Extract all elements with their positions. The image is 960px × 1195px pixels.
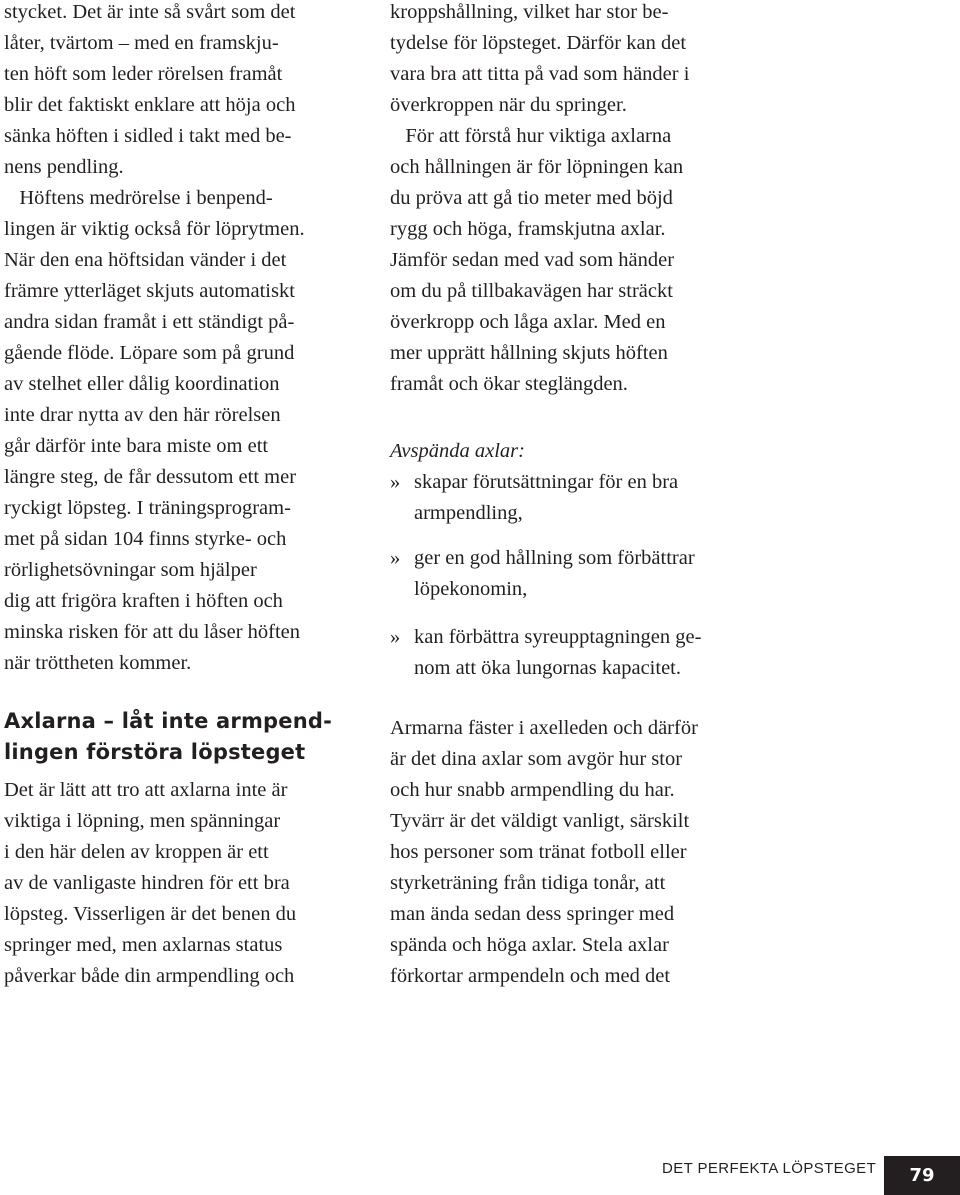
- text-line: met på sidan 104 finns styrke- och: [4, 528, 287, 550]
- text-line: Tyvärr är det väldigt vanligt, särskilt: [390, 810, 690, 832]
- text-line: vara bra att titta på vad som händer i: [390, 63, 690, 85]
- text-line: gående flöde. Löpare som på grund: [4, 342, 295, 364]
- text-line: går därför inte bara miste om ett: [4, 435, 269, 457]
- list-title: Avspända axlar:: [390, 440, 525, 462]
- text-line: främre ytterläget skjuts automatiskt: [4, 280, 295, 302]
- text-line: blir det faktiskt enklare att höja och: [4, 94, 296, 116]
- text-line: Armarna fäster i axelleden och därför: [390, 717, 698, 739]
- text-line: stycket. Det är inte så svårt som det: [4, 1, 296, 23]
- bullet-marker: »: [390, 626, 401, 648]
- text-line: Det är lätt att tro att axlarna inte är: [4, 779, 288, 801]
- text-line: framåt och ökar steglängden.: [390, 373, 628, 395]
- section-paragraph-left: [4, 775, 296, 992]
- text-line: Jämför sedan med vad som händer: [390, 249, 675, 271]
- text-line: När den ena höftsidan vänder i det: [4, 249, 287, 271]
- text-line: förkortar armpendeln och med det: [390, 965, 671, 987]
- text-line: låter, tvärtom – med en framskju-: [4, 32, 279, 54]
- text-line: skapar förutsättningar för en bra: [414, 471, 679, 493]
- text-line: springer med, men axlarnas status: [4, 934, 283, 956]
- text-line: mer upprätt hållning skjuts höften: [390, 342, 668, 364]
- text-line: löpekonomin,: [414, 578, 528, 600]
- list-item: [390, 467, 776, 529]
- text-line: längre steg, de får dessutom ett mer: [4, 466, 297, 488]
- bullet-marker: »: [390, 471, 401, 493]
- running-title: DET PERFEKTA LÖPSTEGET: [662, 1160, 877, 1177]
- text-line: av stelhet eller dålig koordination: [4, 373, 280, 395]
- text-line: ryckigt löpsteg. I träningsprogram-: [4, 497, 291, 519]
- text-line: lingen är viktig också för löprytmen.: [4, 218, 305, 240]
- heading-line: lingen förstöra löpsteget: [4, 740, 306, 764]
- text-line: För att förstå hur viktiga axlarna: [390, 125, 672, 147]
- list-item: [390, 543, 776, 605]
- text-line: hos personer som tränat fotboll eller: [390, 841, 687, 863]
- text-line: nens pendling.: [4, 156, 124, 178]
- bullet-marker: »: [390, 547, 401, 569]
- text-line: rörlighetsövningar som hjälper: [4, 559, 257, 581]
- text-line: styrketräning från tidiga tonår, att: [390, 872, 666, 894]
- text-line: inte drar nytta av den här rörelsen: [4, 404, 281, 426]
- text-line: Höftens medrörelse i benpend-: [4, 187, 273, 209]
- text-line: sänka höften i sidled i takt med be-: [4, 125, 292, 147]
- text-line: när tröttheten kommer.: [4, 652, 192, 674]
- text-line: tydelse för löpsteget. Därför kan det: [390, 32, 687, 54]
- section-heading: [4, 706, 332, 768]
- text-line: överkroppen när du springer.: [390, 94, 627, 116]
- text-line: löpsteg. Visserligen är det benen du: [4, 903, 297, 925]
- text-line: du pröva att gå tio meter med böjd: [390, 187, 673, 209]
- text-line: i den här delen av kroppen är ett: [4, 841, 269, 863]
- text-line: är det dina axlar som avgör hur stor: [390, 748, 683, 770]
- page-number: 79: [884, 1156, 960, 1195]
- text-line: viktiga i löpning, men spänningar: [4, 810, 281, 832]
- heading-line: Axlarna – låt inte armpend-: [4, 709, 333, 733]
- text-line: dig att frigöra kraften i höften och: [4, 590, 283, 612]
- text-line: av de vanligaste hindren för ett bra: [4, 872, 290, 894]
- text-line: ten höft som leder rörelsen framåt: [4, 63, 283, 85]
- closing-paragraph-right: [390, 713, 698, 992]
- text-line: påverkar både din armpendling och: [4, 965, 295, 987]
- text-line: ger en god hållning som förbättrar: [414, 547, 695, 569]
- text-line: om du på tillbakavägen har sträckt: [390, 280, 673, 302]
- text-line: andra sidan framåt i ett ständigt på-: [4, 311, 295, 333]
- text-line: och hållningen är för löpningen kan: [390, 156, 684, 178]
- intro-paragraph-left: [4, 0, 305, 679]
- text-line: spända och höga axlar. Stela axlar: [390, 934, 669, 956]
- text-line: armpendling,: [414, 502, 523, 524]
- text-line: kroppshållning, vilket har stor be-: [390, 1, 669, 23]
- text-line: kan förbättra syreupptagningen ge-: [414, 626, 702, 648]
- intro-paragraph-right: [390, 0, 689, 400]
- text-line: rygg och höga, framskjutna axlar.: [390, 218, 666, 240]
- text-line: nom att öka lungornas kapacitet.: [414, 657, 681, 679]
- text-line: man ända sedan dess springer med: [390, 903, 675, 925]
- text-line: och hur snabb armpendling du har.: [390, 779, 675, 801]
- text-line: överkropp och låga axlar. Med en: [390, 311, 666, 333]
- text-line: minska risken för att du låser höften: [4, 621, 301, 643]
- list-item: [390, 622, 776, 684]
